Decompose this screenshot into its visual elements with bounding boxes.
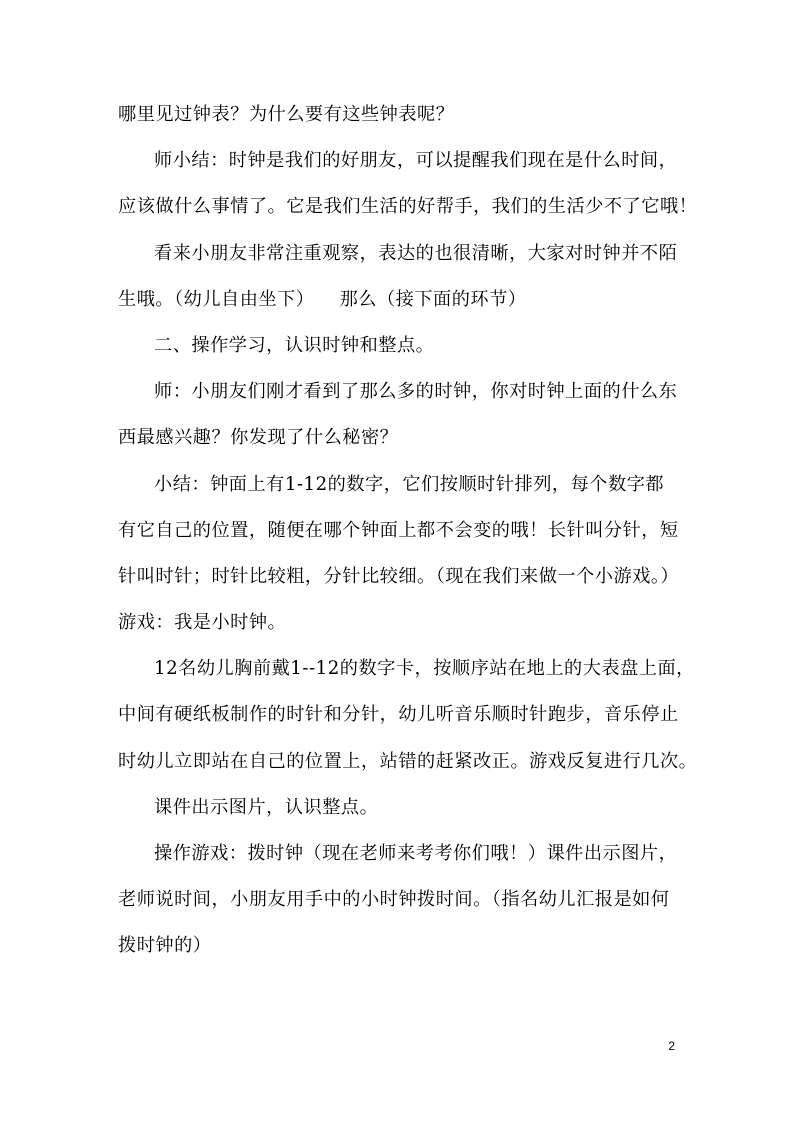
document-body (118, 92, 698, 970)
paragraph-line: 课件出示图片，认识整点。 (154, 796, 379, 818)
paragraph-line: 时幼儿立即站在自己的位置上，站错的赶紧改正。游戏反复进行几次。 (118, 750, 698, 772)
paragraph-line: 看来小朋友非常注重观察，表达的也很清晰，大家对时钟并不陌 (154, 242, 678, 264)
paragraph-line: 西最感兴趣？你发现了什么秘密？ (118, 427, 399, 449)
paragraph-line: 中间有硬纸板制作的时针和分针，幼儿听音乐顺时针跑步，音乐停止 (118, 704, 679, 726)
paragraph-line: 应该做什么事情了。它是我们生活的好帮手，我们的生活少不了它哦！ (118, 196, 698, 218)
paragraph-line: 小结：钟面上有1-12的数字，它们按顺时针排列，每个数字都 (154, 473, 665, 495)
page-number: 2 (668, 1039, 675, 1053)
paragraph-line: 操作游戏：拨时钟（现在老师来考考你们哦！）课件出示图片， (154, 843, 678, 864)
paragraph-line: 师小结：时钟是我们的好朋友，可以提醒我们现在是什么时间， (154, 150, 678, 172)
paragraph-line: 拨时钟的） (118, 935, 212, 957)
paragraph-line: 针叫时针；时针比较粗，分针比较细。（现在我们来做一个小游戏。） (118, 565, 680, 587)
paragraph-line: 师：小朋友们刚才看到了那么多的时钟，你对时钟上面的什么东 (154, 381, 678, 403)
paragraph-line: 游戏：我是小时钟。 (118, 612, 287, 634)
paragraph-line: 生哦。（幼儿自由坐下） 那么（接下面的环节） (118, 288, 527, 310)
paragraph-line: 有它自己的位置，随便在哪个钟面上都不会变的哦！长针叫分针，短 (118, 519, 679, 541)
paragraph-line: 12名幼儿胸前戴1--12的数字卡，按顺序站在地上的大表盘上面， (154, 658, 695, 680)
section-heading: 二、操作学习，认识时钟和整点。 (154, 334, 435, 356)
paragraph-line: 老师说时间，小朋友用手中的小时钟拨时间。（指名幼儿汇报是如何 (118, 889, 670, 911)
paragraph-line: 哪里见过钟表？为什么要有这些钟表呢？ (118, 104, 455, 125)
